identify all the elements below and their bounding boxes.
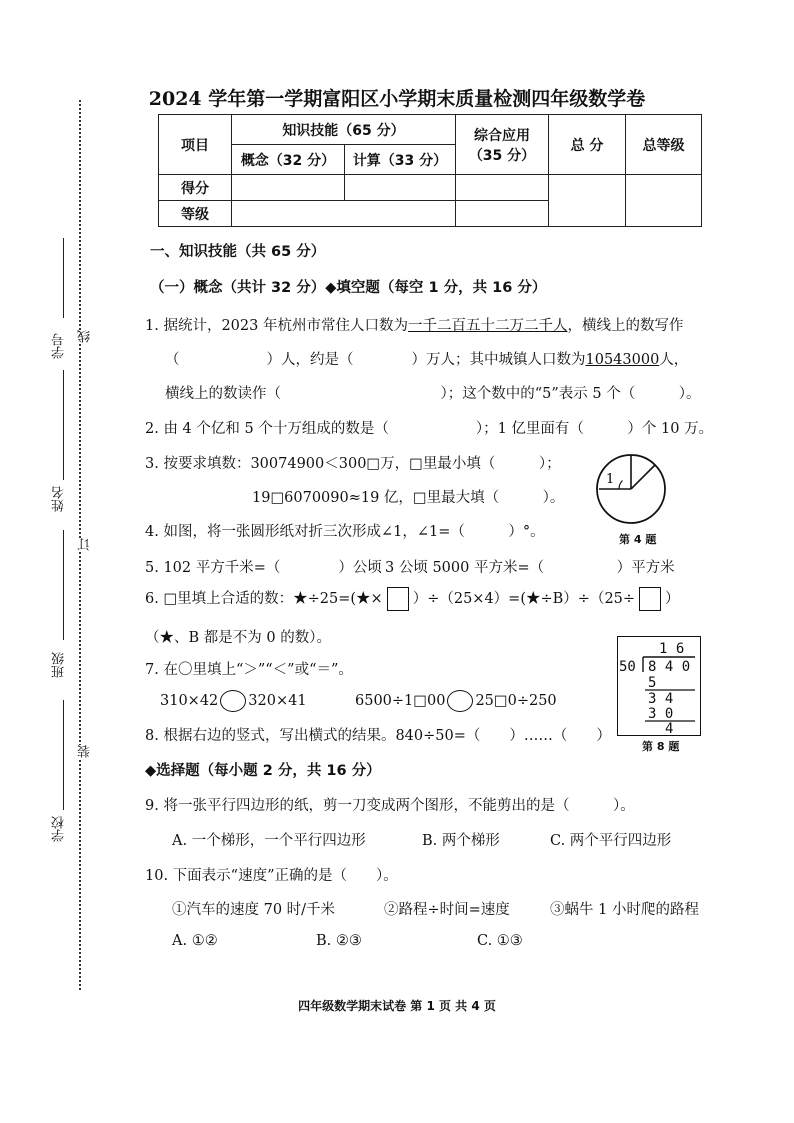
score-table-calc: 计算（33 分） [345,145,456,175]
q9-option-c[interactable]: C. 两个平行四边形 [550,833,672,849]
score-table-item: 项目 [159,115,232,175]
score-cell-apply[interactable] [456,175,549,201]
q7-compare-1: 310×42 320×41 [160,690,307,712]
q1-line3: 横线上的数读作（ ）；这个数中的“5”表示 5 个（ ）。 [165,386,701,402]
q10-statement-1: ①汽车的速度 70 时/千米 [172,902,336,918]
q4: 4. 如图，将一张圆形纸对折三次形成∠1，∠1=（ ）°。 [145,524,545,540]
q9-stem: 9. 将一张平行四边形的纸，剪一刀变成两个图形，不能剪出的是（ ）。 [145,798,635,814]
q10-stem: 10. 下面表示“速度”正确的是（ ）。 [145,868,398,884]
q7-circle-2[interactable] [447,690,473,712]
grade-row-label: 等级 [159,201,232,227]
q3-line2: 19□6070090≈19 亿，□里最大填（ ）。 [252,490,565,506]
q6-blank-box-1[interactable] [387,587,409,611]
divisor: 50 [619,659,636,675]
remainder: 4 [665,721,674,736]
q10-option-a[interactable]: A. ①② [172,933,218,949]
grade-cell-apply[interactable] [456,201,549,227]
q2: 2. 由 4 个亿和 5 个十万组成的数是（ ）；1 亿里面有（ ）个 10 万。 [145,421,714,437]
q9-option-b[interactable]: B. 两个梯形 [422,833,500,849]
long-division [617,636,701,736]
q1-line2: （ ）人，约是（ ）万人；其中城镇人口数为10543000人， [165,352,689,368]
page-footer: 四年级数学期末试卷 第 1 页 共 4 页 [298,999,496,1013]
quotient: 1 6 [659,641,685,657]
q7-instruction: 7. 在〇里填上“＞”“＜”或“＝”。 [145,662,353,678]
bind-mark: 订 [78,538,93,551]
class-label: 班级 [52,652,67,678]
q10-statement-3: ③蜗牛 1 小时爬的路程 [550,902,699,918]
step-1: 5 [648,675,657,691]
grade-cell-knowledge[interactable] [232,201,456,227]
score-cell-concept[interactable] [232,175,345,201]
q10-option-c[interactable]: C. ①③ [477,933,523,949]
q7-circle-1[interactable] [220,690,246,712]
fold-mark: 装 [78,745,93,758]
step-2: 3 4 [648,691,674,707]
q3-line1: 3. 按要求填数：30074900＜300□万，□里最小填（ ）； [145,456,561,472]
dividend: 8 4 0 [648,659,691,675]
score-row-label: 得分 [159,175,232,201]
section-knowledge-heading: 一、知识技能（共 65 分） [150,244,326,260]
q9-option-a[interactable]: A. 一个梯形，一个平行四边形 [172,833,366,849]
score-table-total: 总 分 [549,115,626,175]
q6-blank-box-2[interactable] [639,587,661,611]
name-label: 姓名 [52,486,67,512]
student-no-underline-2 [63,370,64,480]
figure-8-caption: 第 8 题 [642,740,680,753]
q6-note: （★、B 都是不为 0 的数）。 [145,630,331,646]
score-cell-grade-total[interactable] [626,175,702,227]
score-table-concept: 概念（32 分） [232,145,345,175]
angle-1-label: 1 [606,472,615,487]
score-table-knowledge: 知识技能（65 分） [232,115,456,145]
class-underline [63,700,64,810]
score-cell-calc[interactable] [345,175,456,201]
line-mark: 线 [78,330,93,343]
school-label: 学校 [52,816,67,842]
folded-circle-figure [595,449,675,529]
score-table [158,114,702,227]
student-no-label: 学号 [52,333,67,359]
q6-line1: 6. □里填上合适的数：★÷25=(★× ）÷（25×4）=(★÷B）÷（25÷ ） [145,587,680,611]
q8: 8. 根据右边的竖式，写出横式的结果。840÷50=（ ）……（ ） [145,728,611,744]
student-no-underline [63,238,64,318]
q5-part-b: 3 公顷 5000 平方米=（ ）平方米 [385,560,675,576]
score-table-grade-total: 总等级 [626,115,702,175]
name-underline [63,530,64,640]
choice-section-heading: ◆选择题（每小题 2 分，共 16 分） [145,763,381,779]
figure-4-caption: 第 4 题 [619,533,657,546]
score-table-apply: 综合应用 （35 分） [456,115,549,175]
q5-part-a: 5. 102 平方千米=（ ）公顷 [145,560,382,576]
q10-statement-2: ②路程÷时间=速度 [384,902,510,918]
page-title: 2024 学年第一学期富阳区小学期末质量检测四年级数学卷 [148,88,646,110]
score-cell-total[interactable] [549,175,626,227]
subsection-concept-heading: （一）概念（共计 32 分）◆填空题（每空 1 分，共 16 分） [150,280,547,296]
q10-option-b[interactable]: B. ②③ [316,933,362,949]
step-3: 3 0 [648,706,674,722]
q1-line1: 1. 据统计，2023 年杭州市常住人口数为一千二百五十二万二千人，横线上的数写作 [145,318,684,334]
q7-compare-2: 6500÷1□00 25□0÷250 [355,690,557,712]
